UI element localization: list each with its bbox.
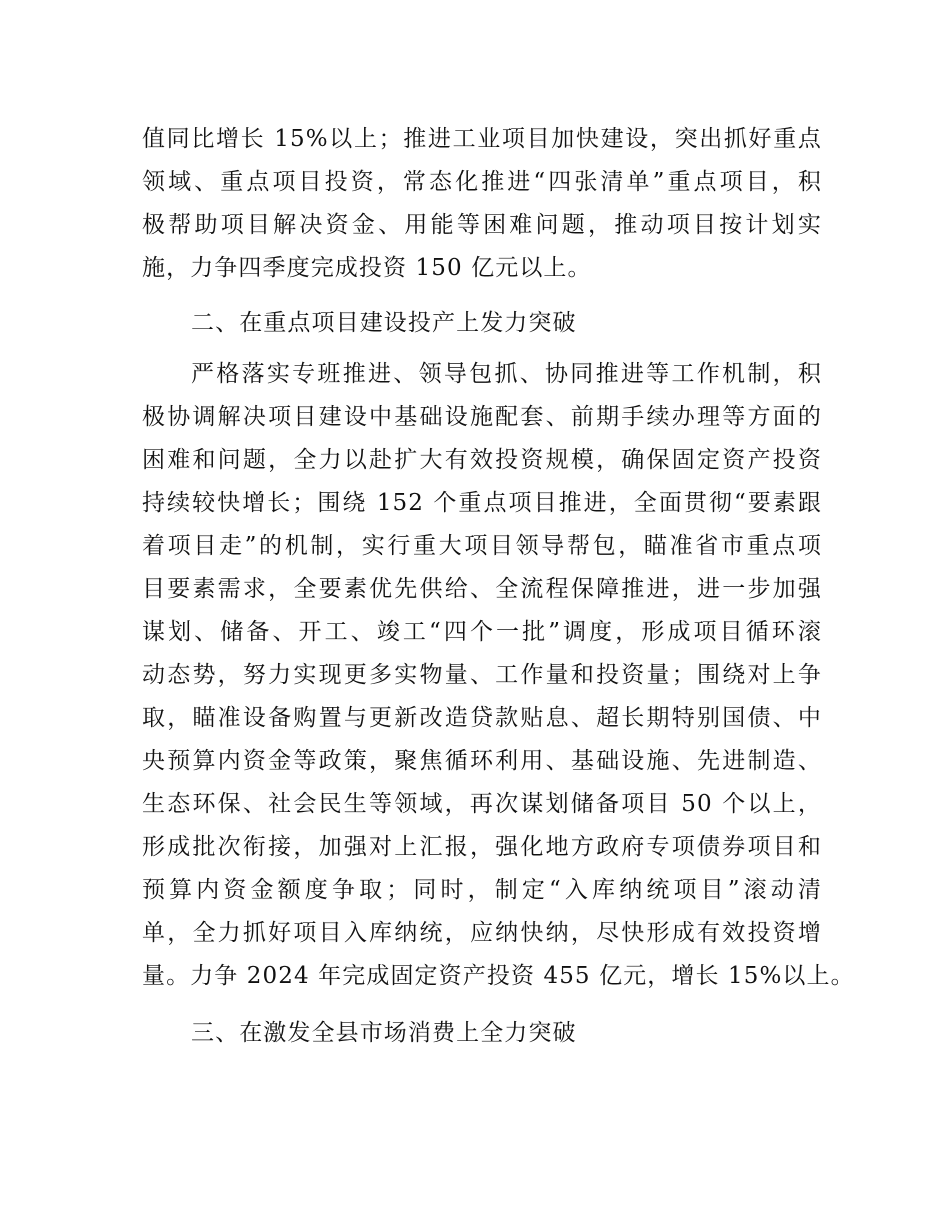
paragraph-line: 持续较快增长；围绕 152 个重点项目推进，全面贯彻“要素跟: [142, 490, 822, 516]
paragraph-line: 困难和问题，全力以赴扩大有效投资规模，确保固定资产投资: [142, 447, 822, 473]
paragraph-line: 动态势，努力实现更多实物量、工作量和投资量；围绕对上争: [142, 662, 822, 688]
paragraph-line: 施，力争四季度完成投资 150 亿元以上。: [142, 255, 592, 281]
paragraph-line: 领域、重点项目投资，常态化推进“四张清单”重点项目，积: [142, 169, 822, 195]
paragraph-line: 极协调解决项目建设中基础设施配套、前期手续办理等方面的: [142, 404, 822, 430]
paragraph-line: 预算内资金额度争取；同时，制定“入库纳统项目”滚动清: [142, 877, 822, 903]
paragraph-line: 目要素需求，全要素优先供给、全流程保障推进，进一步加强: [142, 576, 822, 602]
paragraph-line: 量。力争 2024 年完成固定资产投资 455 亿元，增长 15%以上。: [142, 963, 855, 989]
section-heading-3: 三、在激发全县市场消费上全力突破: [191, 1020, 577, 1046]
paragraph-line: 取，瞄准设备购置与更新改造贷款贴息、超长期特别国债、中: [142, 705, 822, 731]
paragraph-line: 极帮助项目解决资金、用能等困难问题，推动项目按计划实: [142, 212, 822, 238]
section-heading-2: 二、在重点项目建设投产上发力突破: [191, 310, 577, 336]
paragraph-line: 严格落实专班推进、领导包抓、协同推进等工作机制，积: [191, 361, 822, 387]
paragraph-2: [142, 353, 855, 998]
paragraph-line: 生态环保、社会民生等领域，再次谋划储备项目 50 个以上，: [142, 791, 822, 817]
paragraph-line: 央预算内资金等政策，聚焦循环利用、基础设施、先进制造、: [142, 748, 822, 774]
paragraph-line: 单，全力抓好项目入库纳统，应纳快纳，尽快形成有效投资增: [142, 920, 822, 946]
paragraph-1: [142, 118, 822, 290]
paragraph-line: 着项目走”的机制，实行重大项目领导帮包，瞄准省市重点项: [142, 533, 822, 559]
paragraph-line: 形成批次衔接，加强对上汇报，强化地方政府专项债券项目和: [142, 834, 822, 860]
paragraph-line: 值同比增长 15%以上；推进工业项目加快建设，突出抓好重点: [142, 126, 822, 152]
paragraph-line: 谋划、储备、开工、竣工“四个一批”调度，形成项目循环滚: [142, 619, 822, 645]
